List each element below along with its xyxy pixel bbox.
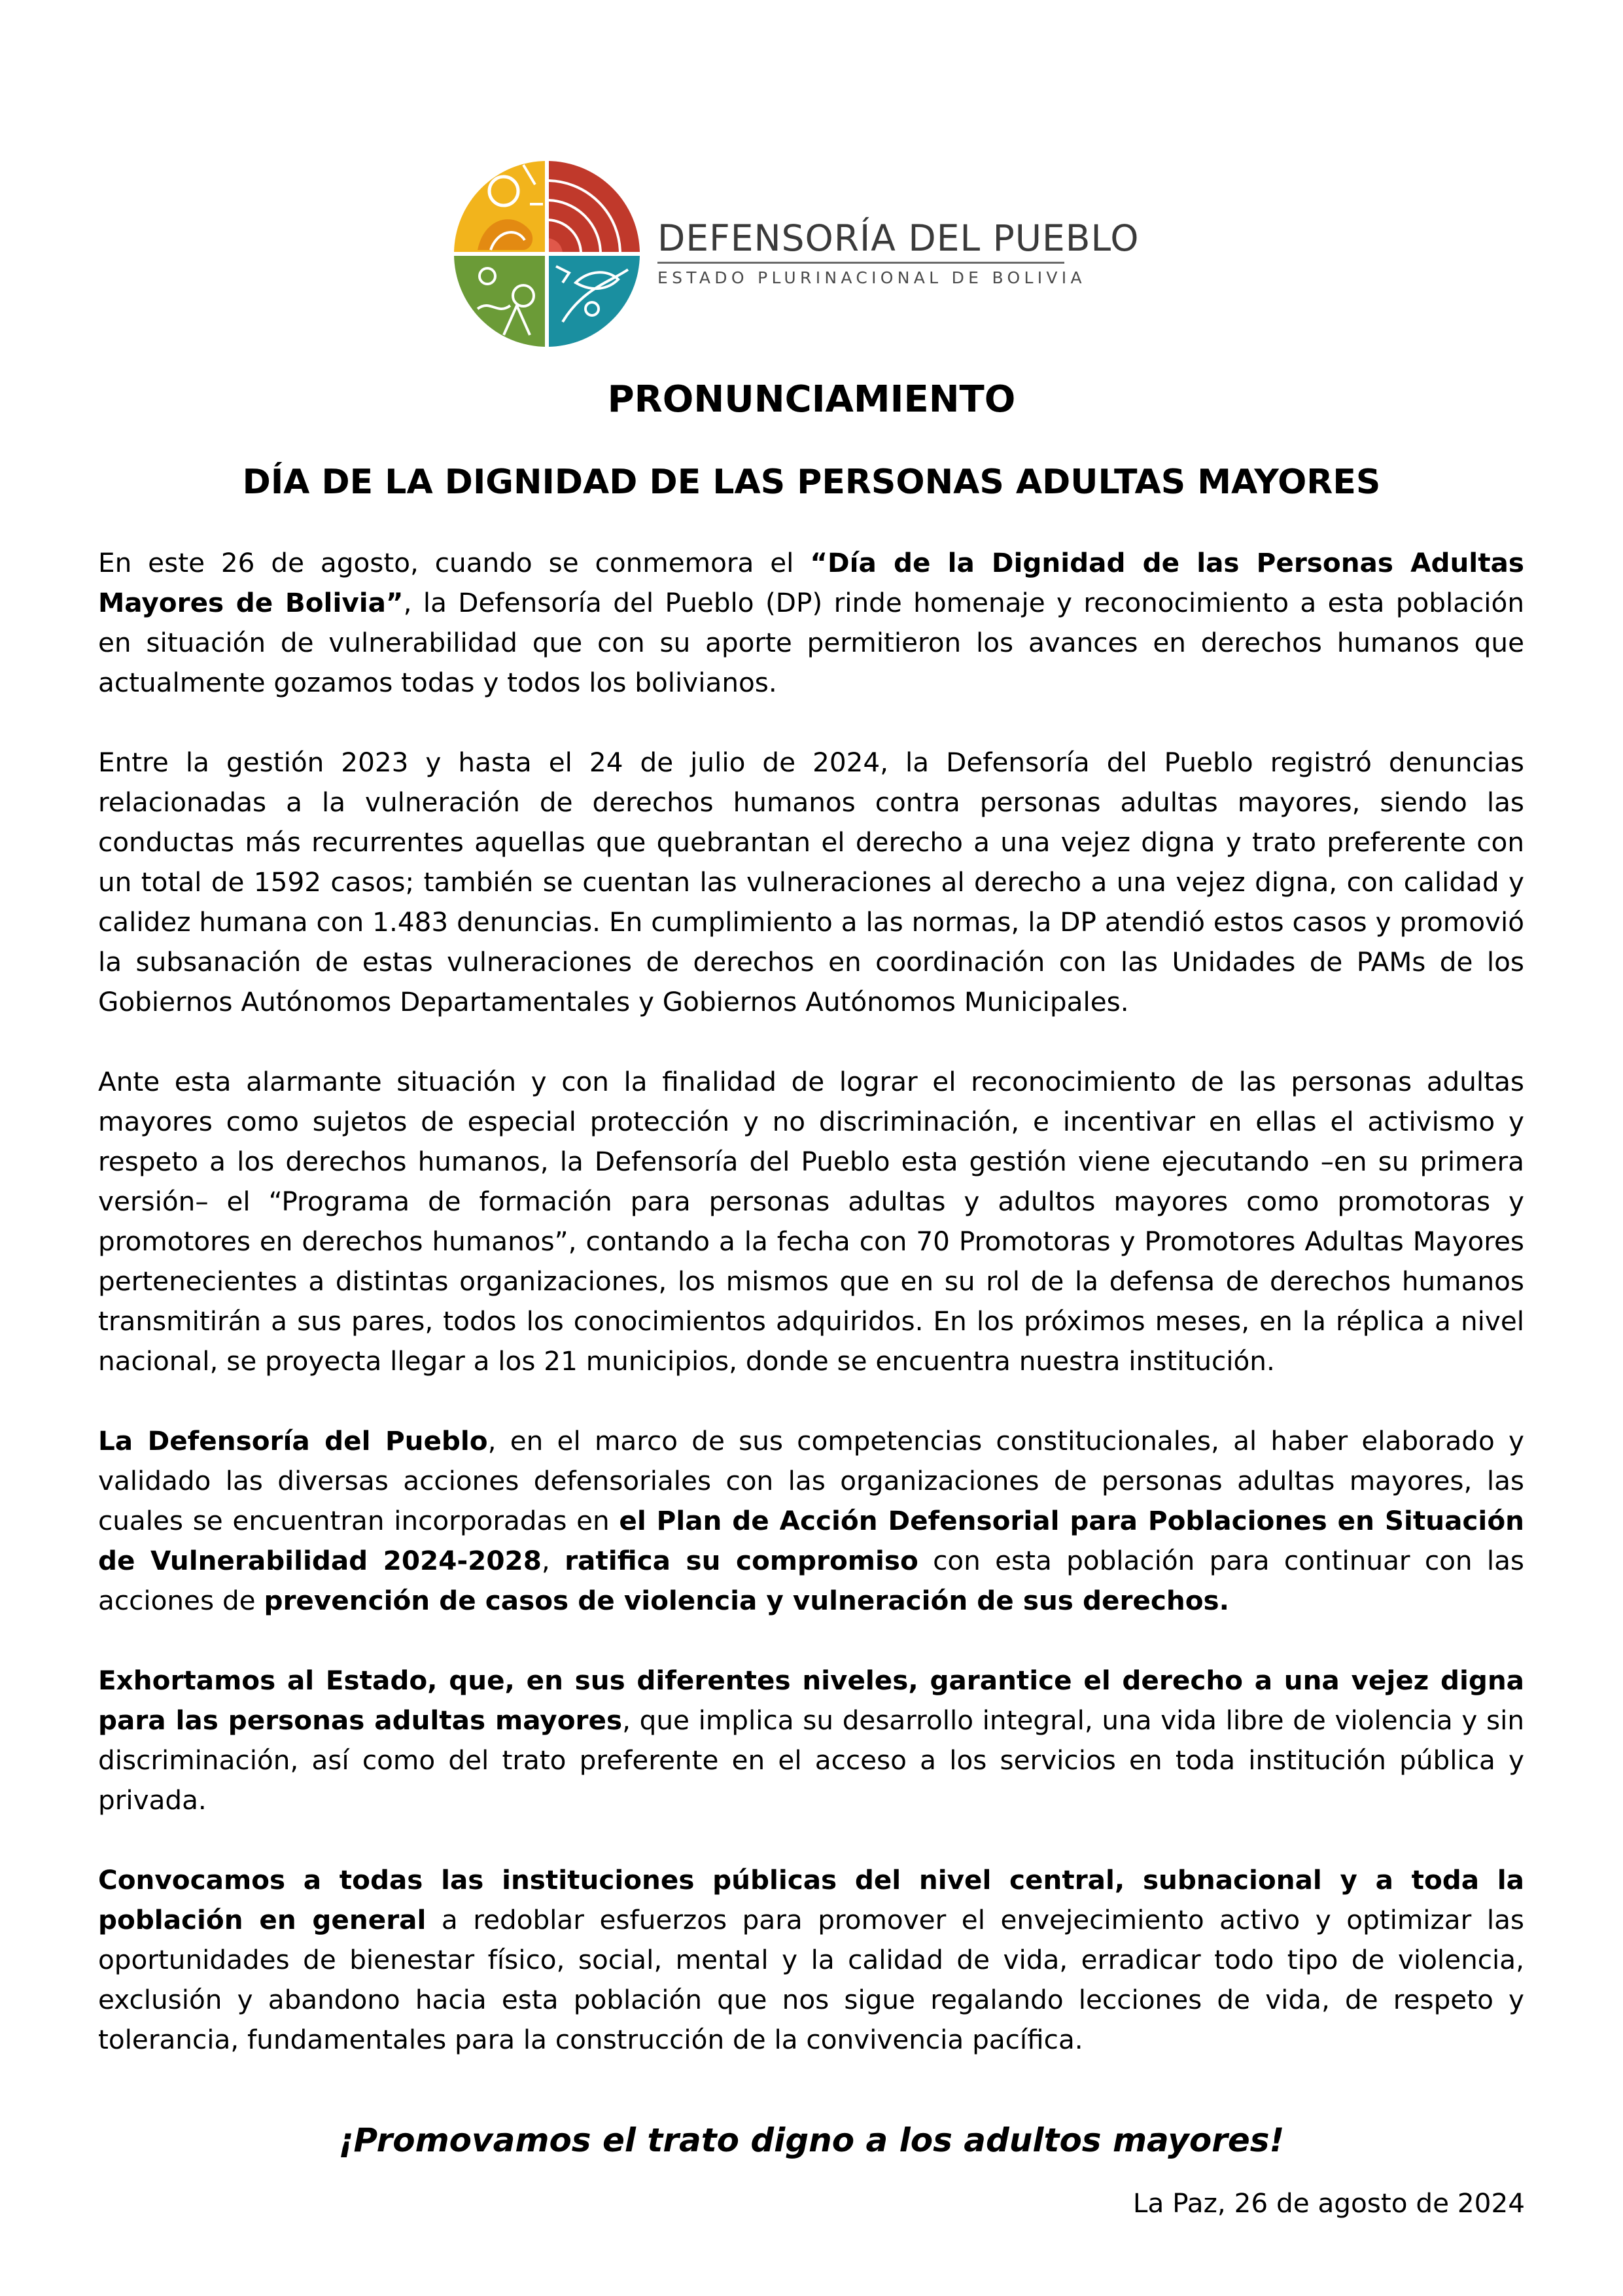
bold-text-segment: “Día de la Dignidad de las Personas Adultas Mayores de Bolivia”: [98, 547, 1524, 618]
defensoria-logo-icon: [451, 158, 642, 349]
text-segment: ,: [541, 1545, 565, 1576]
bold-text-segment: La Defensoría del Pueblo: [98, 1425, 488, 1457]
document-title: PRONUNCIAMIENTO: [607, 378, 1016, 421]
text-segment: En este 26 de agosto, cuando se conmemora el: [98, 547, 811, 578]
document-body: [98, 543, 1524, 2100]
organization-name: DEFENSORÍA DEL PUEBLO: [657, 217, 1140, 259]
paragraph-4: [98, 1421, 1524, 1621]
letterhead-divider: [657, 262, 1064, 264]
bold-text-segment: prevención de casos de violencia y vulneración de sus derechos.: [264, 1585, 1230, 1616]
closing-slogan: ¡Promovamos el trato digno a los adultos mayores!: [338, 2121, 1285, 2159]
bold-text-segment: ratifica su compromiso: [565, 1545, 918, 1576]
paragraph-6: [98, 1860, 1524, 2060]
text-segment: , en el marco de sus competencias constitucionales, al haber elaborado y validado las diversas acciones defensoriales con las organizaciones de personas adultas mayores, las cuales se encuentran incorporadas en: [98, 1425, 1524, 1536]
bold-text-segment: el Plan de Acción Defensorial para Poblaciones en Situación de Vulnerabilidad 2024-2028: [98, 1505, 1524, 1576]
paragraph-1: [98, 543, 1524, 703]
document-subtitle: DÍA DE LA DIGNIDAD DE LAS PERSONAS ADULTAS MAYORES: [242, 463, 1381, 502]
paragraph-5: [98, 1661, 1524, 1820]
text-segment: Entre la gestión 2023 y hasta el 24 de julio de 2024, la Defensoría del Pueblo registró denuncias relacionadas a la vulneración de derechos humanos contra personas adultas mayores, siendo las conductas más recurrentes aquellas que quebrantan el derecho a una vejez digna y trato preferente con un total de 1592 casos; también se cuentan las vulneraciones al derecho a una vejez digna, con calidad y calidez humana con 1.483 denuncias. En cumplimiento a las normas, la DP atendió estos casos y promovió la subsanación de estas vulneraciones de derechos en coordinación con las Unidades de PAMs de los Gobiernos Autónomos Departamentales y Gobiernos Autónomos Municipales.: [98, 747, 1524, 1017]
text-segment: a redoblar esfuerzos para promover el envejecimiento activo y optimizar las oportunidades de bienestar físico, social, mental y la calidad de vida, erradicar todo tipo de violencia, exclusión y abandono hacia esta población que nos sigue regalando lecciones de vida, de respeto y tolerancia, fundamentales para la construcción de la convivencia pacífica.: [98, 1904, 1524, 2055]
bold-text-segment: Exhortamos al Estado, que, en sus diferentes niveles, garantice el derecho a una vejez digna para las personas adultas mayores: [98, 1665, 1524, 1736]
bold-text-segment: Convocamos a todas las instituciones públicas del nivel central, subnacional y a toda la población en general: [98, 1864, 1524, 1935]
paragraph-2: [98, 743, 1524, 1022]
text-segment: , que implica su desarrollo integral, una vida libre de violencia y sin discriminación, así como del trato preferente en el acceso a los servicios en toda institución pública y privada.: [98, 1704, 1524, 1816]
text-segment: con esta población para continuar con las acciones de: [98, 1545, 1525, 1616]
letterhead: [451, 158, 1140, 355]
paragraph-3: [98, 1062, 1524, 1381]
text-segment: , la Defensoría del Pueblo (DP) rinde homenaje y reconocimiento a esta población en situación de vulnerabilidad que con su aporte permitieron los avances en derechos humanos que actualmente gozamos todas y todos los bolivianos.: [98, 587, 1524, 698]
text-segment: Ante esta alarmante situación y con la finalidad de lograr el reconocimiento de las personas adultas mayores como sujetos de especial protección y no discriminación, e incentivar en ellas el activismo y respeto a los derechos humanos, la Defensoría del Pueblo esta gestión viene ejecutando –en su primera versión– el “Programa de formación para personas adultas y adultos mayores como promotoras y promotores en derechos humanos”, contando a la fecha con 70 Promotoras y Promotores Adultas Mayores pertenecientes a distintas organizaciones, los mismos que en su rol de la defensa de derechos humanos transmitirán a sus pares, todos los conocimientos adquiridos. En los próximos meses, en la réplica a nivel nacional, se proyecta llegar a los 21 municipios, donde se encuentra nuestra institución.: [98, 1066, 1524, 1377]
organization-subtitle: ESTADO PLURINACIONAL DE BOLIVIA: [657, 268, 1086, 287]
place-and-date: La Paz, 26 de agosto de 2024: [1132, 2187, 1525, 2219]
